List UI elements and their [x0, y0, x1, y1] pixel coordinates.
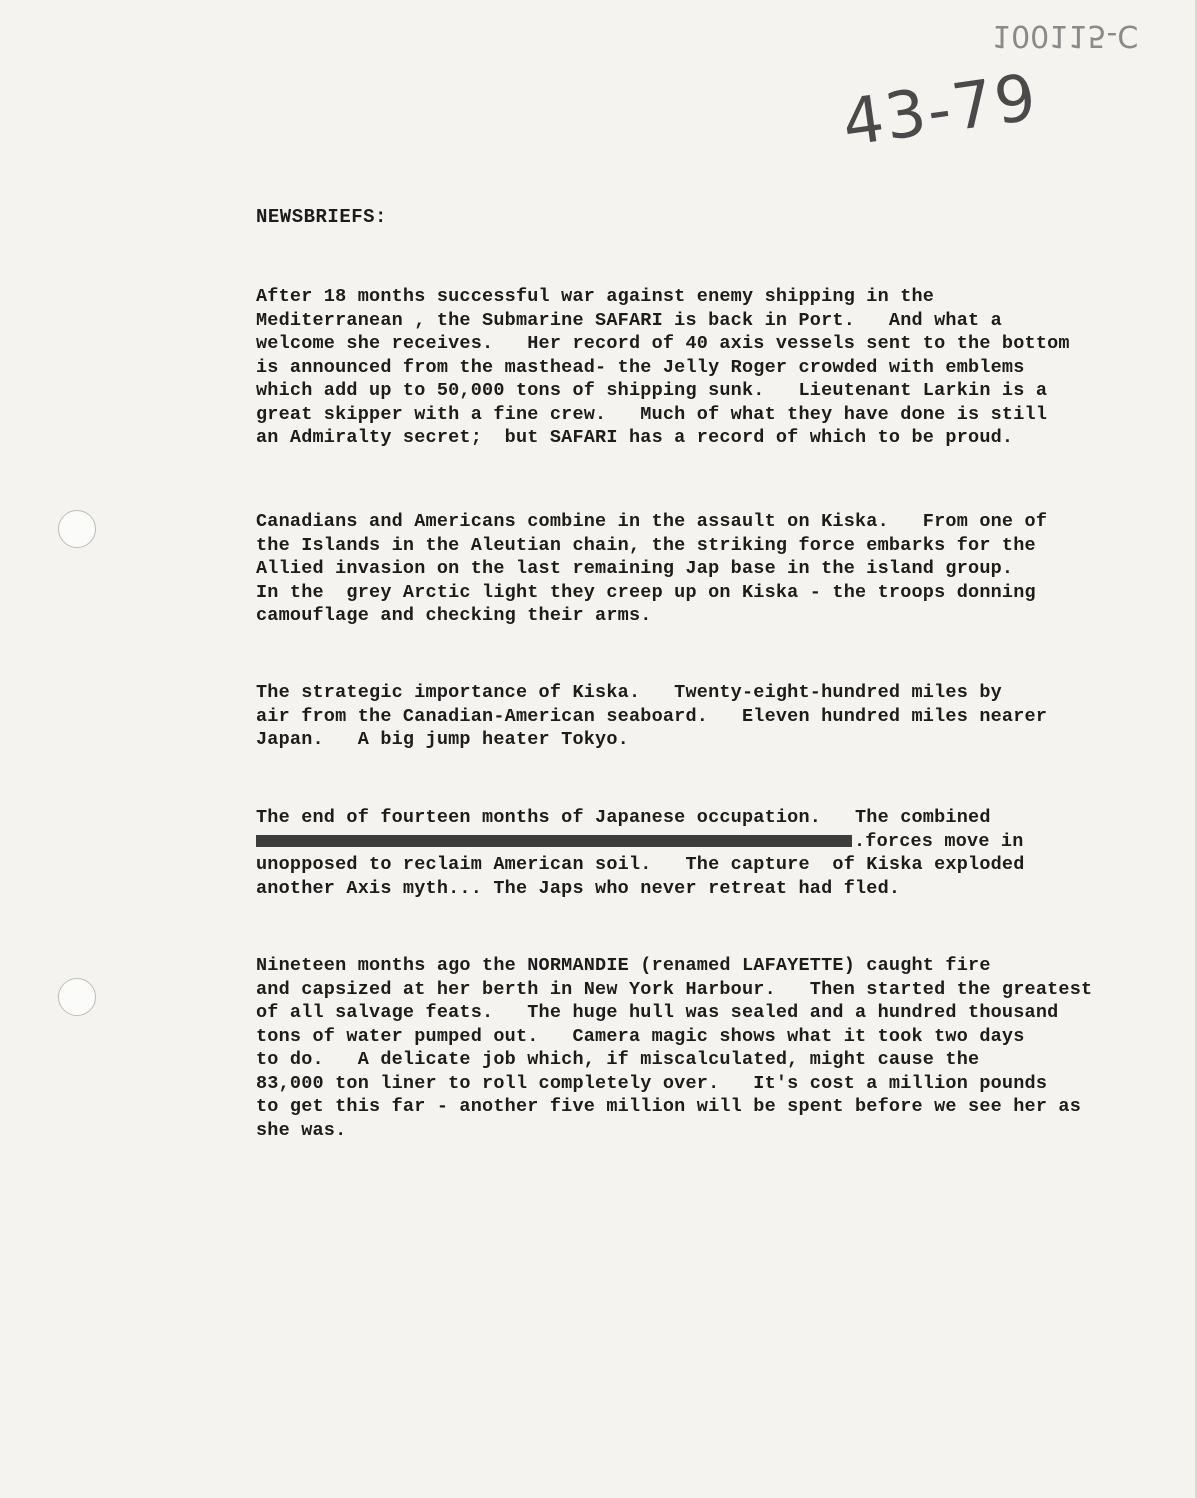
archive-reference-number: 100115-C	[992, 18, 1139, 53]
paragraph-line: Allied invasion on the last remaining Jap base in the island group.	[256, 558, 1014, 579]
paragraph-line: After 18 months successful war against enemy shipping in the	[256, 286, 935, 307]
paragraph-kiska-importance	[256, 681, 1161, 752]
paragraph-line: Mediterranean , the Submarine SAFARI is back in Port. And what a	[256, 309, 1002, 331]
paragraph-line: welcome she receives. Her record of 40 axis vessels sent to the bottom	[256, 333, 1070, 354]
paragraph-occupation-end	[256, 806, 1161, 900]
paragraph-line: is announced from the masthead- the Jelly Roger crowded with emblems	[256, 356, 1025, 378]
paragraph-kiska-assault	[256, 510, 1161, 628]
paragraph-line: an Admiralty secret; but SAFARI has a record of which to be proud.	[256, 427, 1014, 448]
paragraph-line: and capsized at her berth in New York Harbour. Then started the greatest	[256, 978, 1093, 1000]
paragraph-line: tons of water pumped out. Camera magic shows what it took two days	[256, 1025, 1025, 1047]
paragraph-line: unopposed to reclaim American soil. The capture of Kiska exploded	[256, 854, 1025, 875]
struck-out-text	[256, 835, 852, 847]
paragraph-line: In the grey Arctic light they creep up on Kiska - the troops donning	[256, 581, 1036, 603]
paragraph-line: .forces move in	[854, 830, 1024, 852]
paragraph-line: the Islands in the Aleutian chain, the striking force embarks for the	[256, 534, 1036, 556]
paragraph-line: she was.	[256, 1119, 347, 1141]
punch-hole-bottom	[58, 978, 96, 1016]
paragraph-line: Japan. A big jump heater Tokyo.	[256, 729, 629, 750]
paragraph-line: great skipper with a fine crew. Much of what they have done is still	[256, 403, 1048, 425]
paragraph-line: to get this far - another five million will be spent before we see her as	[256, 1096, 1082, 1117]
paragraph-line: which add up to 50,000 tons of shipping sunk. Lieutenant Larkin is a	[256, 380, 1048, 401]
paragraph-line: of all salvage feats. The huge hull was sealed and a hundred thousand	[256, 1002, 1059, 1023]
punch-hole-top	[58, 510, 96, 548]
paragraph-line: another Axis myth... The Japs who never retreat had fled.	[256, 877, 901, 899]
paragraph-line: Nineteen months ago the NORMANDIE (renamed LAFAYETTE) caught fire	[256, 955, 991, 976]
paragraph-line: The end of fourteen months of Japanese occupation. The combined	[256, 807, 991, 828]
handwritten-number: 43-79	[838, 60, 1043, 162]
document-heading: NEWSBRIEFS:	[256, 206, 387, 228]
paragraph-line: air from the Canadian-American seaboard. Eleven hundred miles nearer	[256, 705, 1048, 727]
paragraph-normandie	[256, 954, 1161, 1142]
paragraph-line: camouflage and checking their arms.	[256, 605, 652, 626]
paragraph-line: Canadians and Americans combine in the assault on Kiska. From one of	[256, 511, 1048, 532]
paragraph-line: 83,000 ton liner to roll completely over. It's cost a million pounds	[256, 1072, 1048, 1094]
paragraph-line: to do. A delicate job which, if miscalculated, might cause the	[256, 1049, 980, 1070]
paragraph-safari	[256, 285, 1161, 450]
paragraph-line: The strategic importance of Kiska. Twenty-eight-hundred miles by	[256, 682, 1002, 703]
